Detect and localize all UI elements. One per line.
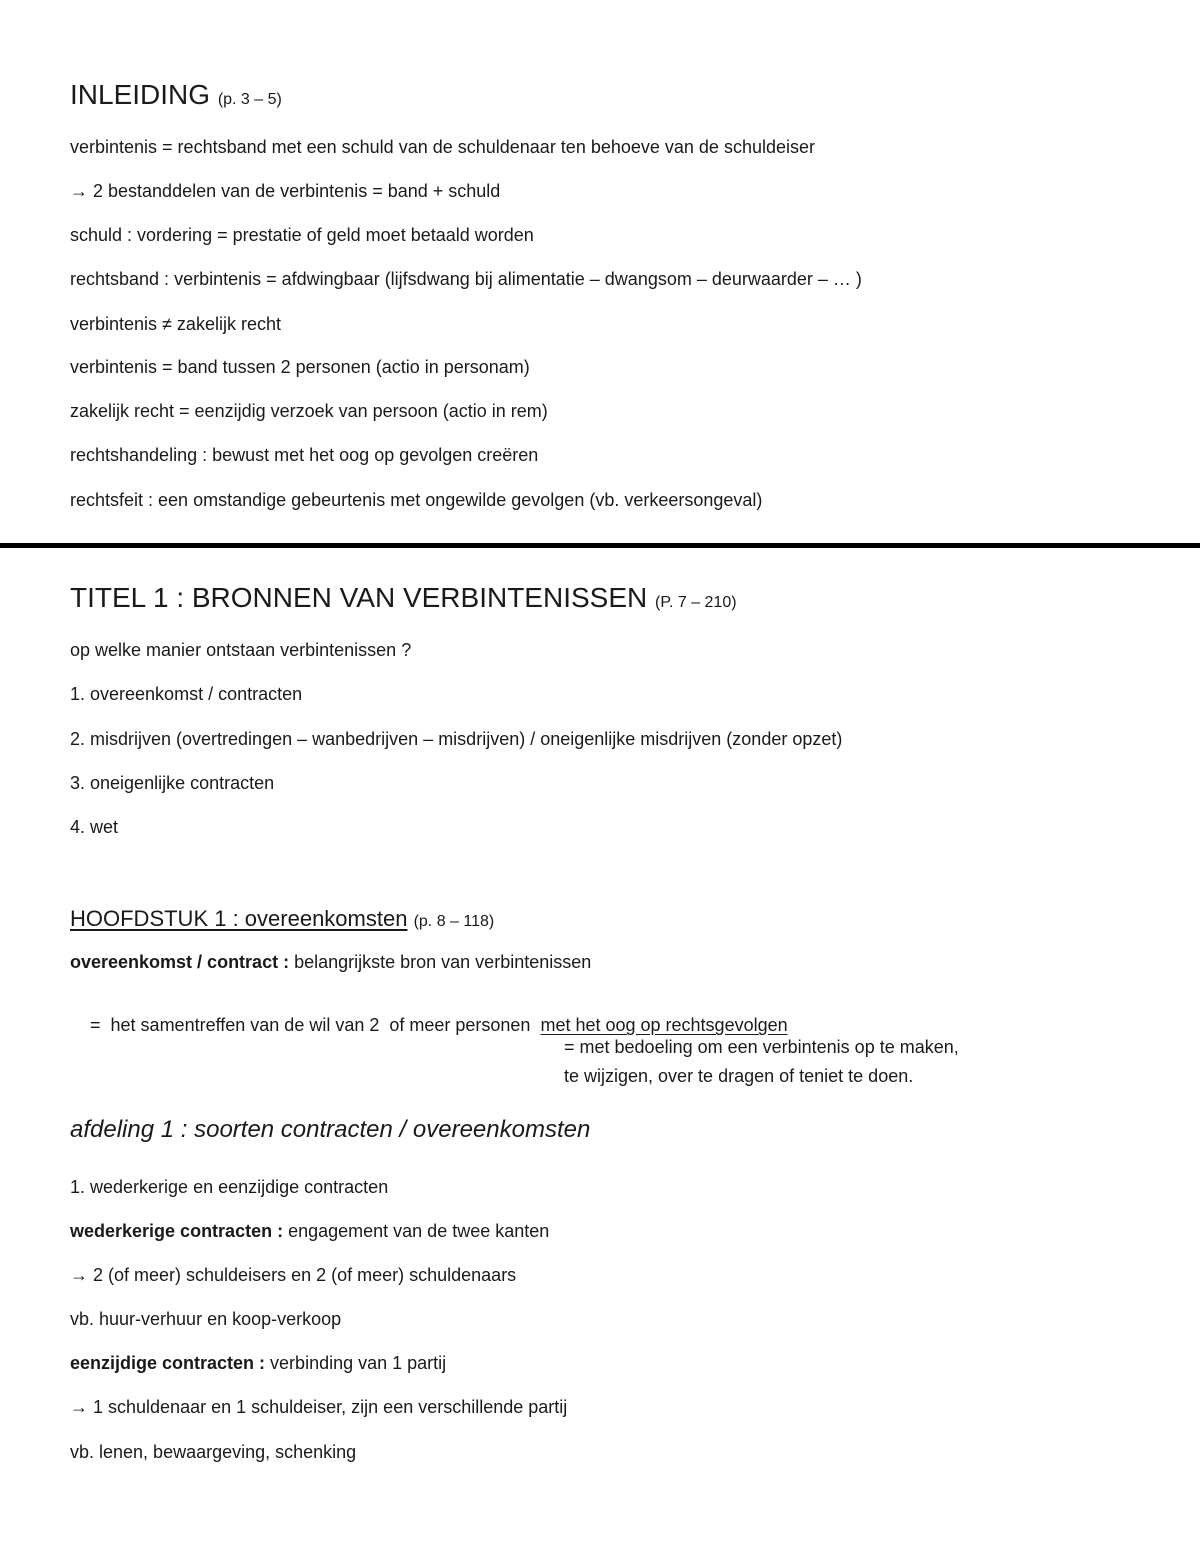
titel1-line: 3. oneigenlijke contracten [70,773,275,793]
equation-text: = het samentreffen van de wil van 2 of meer personen [90,1015,541,1035]
eenzijdig-text: verbinding van 1 partij [265,1353,447,1373]
afdeling1-item: 1. wederkerige en eenzijdige contracten [70,1177,389,1197]
titel1-title: TITEL 1 : BRONNEN VAN VERBINTENISSEN [70,582,648,613]
inleiding-line: verbintenis ≠ zakelijk recht [70,314,281,334]
titel1-page-ref: (P. 7 – 210) [655,594,737,611]
inleiding-line: rechtsband : verbintenis = afdwingbaar (lijfsdwang bij alimentatie – dwangsom – deurwaarder – … ) [70,269,862,289]
section-divider [0,543,1200,548]
inleiding-line: verbintenis = band tussen 2 personen (actio in personam) [70,357,530,377]
afdeling1-heading: afdeling 1 : soorten contracten / overeenkomsten [70,1116,591,1143]
inleiding-heading [70,78,282,117]
hoofdstuk1-page-ref: (p. 8 – 118) [413,913,495,930]
definition-line [70,951,591,973]
eenzijdig-example: vb. lenen, bewaargeving, schenking [70,1442,357,1462]
definition-text: belangrijkste bron van verbintenissen [289,952,592,972]
wederkerig-term: wederkerige contracten : [70,1221,284,1241]
inleiding-line: rechtsfeit : een omstandige gebeurtenis met ongewilde gevolgen (vb. verkeersongeval) [70,490,763,510]
inleiding-line: rechtshandeling : bewust met het oog op gevolgen creëren [70,445,539,465]
definition-term: overeenkomst / contract : [70,952,290,972]
titel1-line: 2. misdrijven (overtredingen – wanbedrijven – misdrijven) / oneigenlijke misdrijven (zonder opzet) [70,729,843,749]
inleiding-line: schuld : vordering = prestatie of geld moet betaald worden [70,225,534,245]
hoofdstuk1-title: HOOFDSTUK 1 : overeenkomsten [70,906,408,931]
inleiding-title: INLEIDING [70,79,211,110]
titel1-line: 1. overeenkomst / contracten [70,684,303,704]
eenzijdig-arrow-line: → 1 schuldenaar en 1 schuldeiser, zijn een verschillende partij [70,1397,568,1417]
inleiding-line: → 2 bestanddelen van de verbintenis = band + schuld [70,181,501,201]
wederkerig-text: engagement van de twee kanten [283,1221,550,1241]
titel1-heading [70,581,737,620]
wederkerig-arrow-line: → 2 (of meer) schuldeisers en 2 (of meer) schuldenaars [70,1265,517,1285]
inleiding-line: zakelijk recht = eenzijdig verzoek van persoon (actio in rem) [70,401,548,421]
equation-underlined: met het oog op rechtsgevolgen [540,1015,788,1035]
hoofdstuk1-heading [70,905,494,936]
wederkerig-example: vb. huur-verhuur en koop-verkoop [70,1309,342,1329]
inleiding-page-ref: (p. 3 – 5) [217,91,282,108]
titel1-line: 4. wet [70,817,119,837]
eenzijdig-definition [70,1352,446,1374]
explanation-line: te wijzigen, over te dragen of teniet te doen. [564,1066,914,1086]
titel1-line: op welke manier ontstaan verbintenissen ? [70,640,412,660]
explanation-line: = met bedoeling om een verbintenis op te maken, [564,1037,959,1057]
eenzijdig-term: eenzijdige contracten : [70,1353,266,1373]
wederkerig-definition [70,1220,549,1242]
inleiding-line: verbintenis = rechtsband met een schuld van de schuldenaar ten behoeve van de schuldeiser [70,137,815,157]
